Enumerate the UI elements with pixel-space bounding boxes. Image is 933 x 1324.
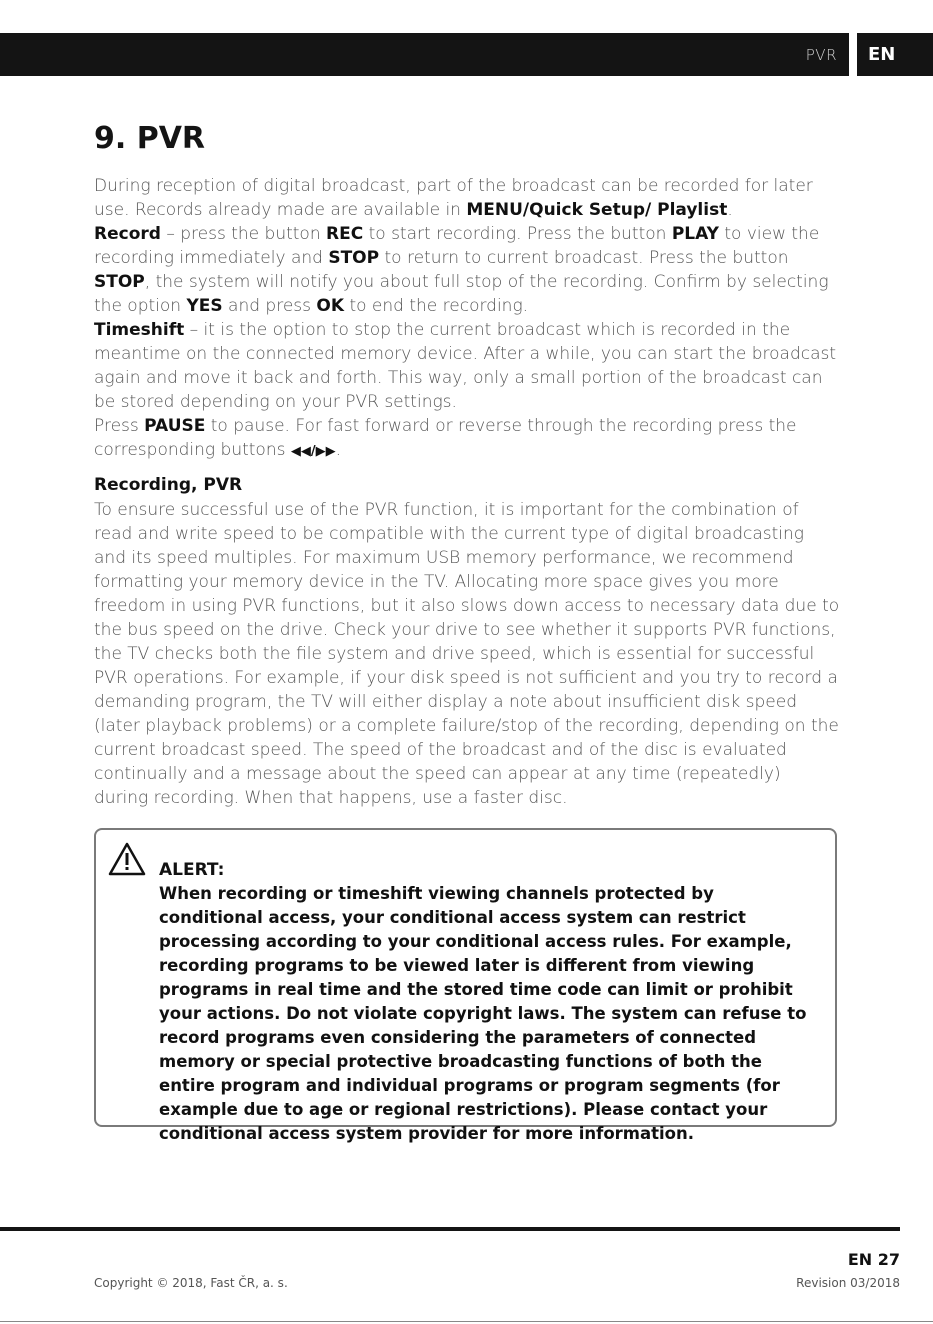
pause-text: Press xyxy=(94,416,145,436)
intro-text-span: During reception of digital broadcast, part of the broadcast can be recorded for later use. Records already made are available in xyxy=(94,176,813,220)
rewind-forward-icons: ◀◀/▶▶ xyxy=(290,444,336,459)
play-button-label: PLAY xyxy=(671,224,719,244)
header-bar xyxy=(0,33,849,76)
footer-divider xyxy=(0,1227,900,1231)
stop-button-label: STOP xyxy=(328,248,380,268)
page-title: 9. PVR xyxy=(94,121,206,156)
pause-text: . xyxy=(335,440,342,460)
record-text: to end the recording. xyxy=(344,296,529,316)
yes-option-label: YES xyxy=(186,296,223,316)
pause-paragraph xyxy=(94,414,840,464)
record-text: – press the button xyxy=(160,224,327,244)
recording-paragraph: To ensure successful use of the PVR function, it is important for the combination of read and write speed to be compatible with the current type of digital broadcasting and its speed multiples. For maximum USB memory performance, we recommend formatting your memory device in the TV. Allocating more space gives you more freedom in using PVR functions, but it also slows down access to necessary data due to the bus speed on the drive. Check your drive to see whether it supports PVR functions, the TV checks both the file system and drive speed, which is essential for successful PVR operations. For example, if your disk speed is not sufficient and you try to record a demanding program, the TV will either display a note about insufficient disk speed (later playback problems) or a complete failure/stop of the recording, depending on the current broadcast speed. The speed of the broadcast and of the disc is evaluated continually and a message about the speed can appear at any time (repeatedly) during recording. When that happens, use a faster disc. xyxy=(94,500,840,808)
section-label: PVR xyxy=(805,46,837,64)
alert-box xyxy=(94,828,837,1143)
intro-paragraph xyxy=(94,174,840,222)
pause-button-label: PAUSE xyxy=(144,416,206,436)
warning-triangle-icon xyxy=(108,842,146,876)
record-label: Record xyxy=(94,224,161,244)
record-text: to return to current broadcast. Press the button xyxy=(379,248,789,268)
stop-button-label: STOP xyxy=(94,272,145,292)
record-text: and press xyxy=(222,296,317,316)
timeshift-text: – it is the option to stop the current broadcast which is recorded in the meantime on the connected memory device. After a while, you can start the broadcast again and move it back and forth. This way, only a small portion of the broadcast can be stored depending on your PVR settings. xyxy=(94,320,837,412)
bottom-divider xyxy=(0,1321,933,1322)
record-paragraph xyxy=(94,222,840,318)
menu-path: MENU/Quick Setup/ Playlist xyxy=(466,200,728,220)
record-text: to view the recording immediately and xyxy=(94,224,820,268)
copyright: Copyright © 2018, Fast ČR, a. s. xyxy=(94,1276,288,1290)
pause-text: to pause. For fast forward or reverse through the recording press the corresponding buttons xyxy=(94,416,797,460)
recording-heading: Recording, PVR xyxy=(94,475,243,495)
alert-text: When recording or timeshift viewing channels protected by conditional access, your conditional access system can restrict processing according to your conditional access rules. For example, recording programs to be viewed later is different from viewing programs in real time and the stored time code can limit or prohibit your actions. Do not violate copyright laws. The system can refuse to record programs even considering the parameters of connected memory or special protective broadcasting functions of both the entire program and individual programs or program segments (for example due to age or regional restrictions). Please contact your conditional access system provider for more information. xyxy=(159,884,807,1143)
intro-end: . xyxy=(727,200,733,220)
intro-text xyxy=(94,174,840,464)
record-text: , the system will notify you about full stop of the recording. Confirm by selecting the option xyxy=(94,272,829,316)
timeshift-label: Timeshift xyxy=(94,320,185,340)
record-text: to start recording. Press the button xyxy=(363,224,672,244)
page-number: EN 27 xyxy=(847,1250,900,1269)
timeshift-paragraph xyxy=(94,318,840,414)
language-tab: EN xyxy=(857,33,933,76)
ok-button-label: OK xyxy=(316,296,345,316)
alert-title: ALERT: xyxy=(159,860,225,880)
rec-button-label: REC xyxy=(326,224,364,244)
revision: Revision 03/2018 xyxy=(796,1276,900,1290)
